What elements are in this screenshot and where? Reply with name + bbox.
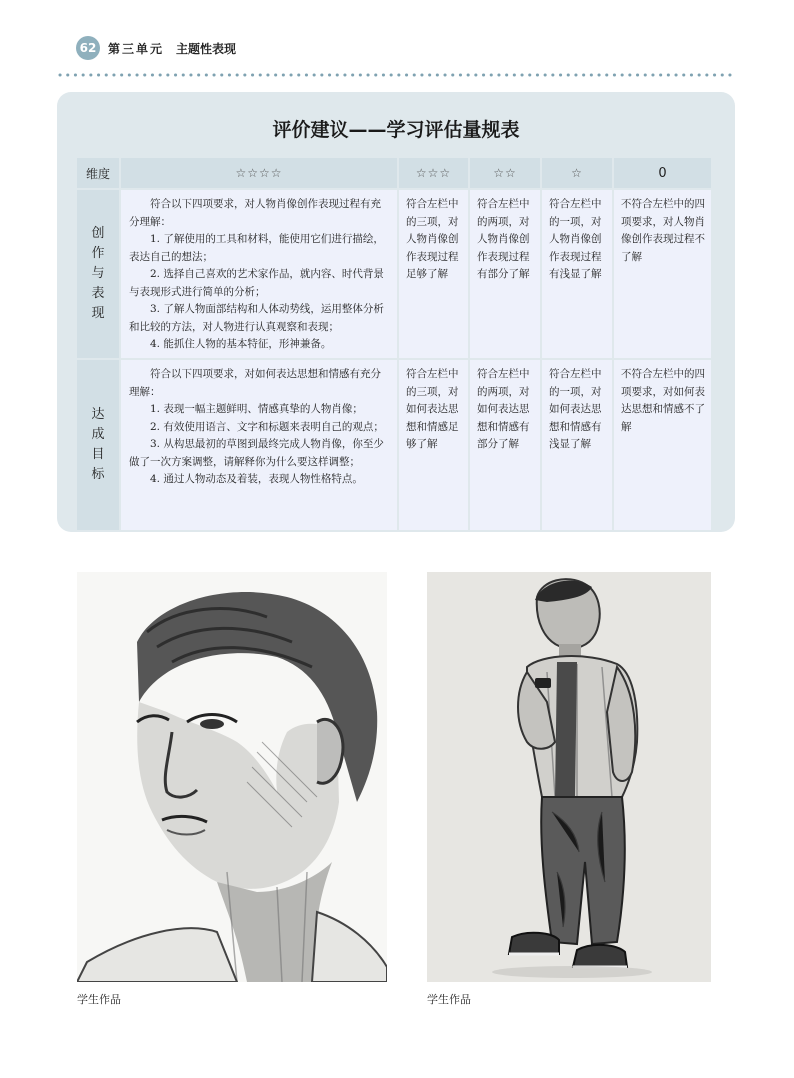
criteria-item: 2. 有效使用语言、文字和标题来表明自己的观点；: [150, 420, 384, 433]
level-text: 符合左栏中的一项，对人物肖像创作表现过程有浅显了解: [549, 198, 602, 280]
level-text: 符合左栏中的一项，对如何表达思想和情感有浅显了解: [549, 368, 602, 450]
level-cell-zero: [613, 189, 712, 359]
page-number-badge: 62: [76, 36, 100, 60]
caption-right: 学生作品: [427, 993, 471, 1006]
level-text: 符合左栏中的三项，对如何表达思想和情感足够了解: [406, 368, 459, 450]
level-cell-one-star: [541, 189, 613, 359]
criteria-intro: 符合以下四项要求，对如何表达思想和情感有充分理解：: [129, 368, 381, 398]
dimension-cell: [76, 359, 120, 531]
star-rating-label: ☆: [571, 166, 583, 180]
criteria-item: 4. 通过人物动态及着装，表现人物性格特点。: [150, 473, 363, 485]
column-header-zero: 0: [613, 157, 712, 189]
level-text: 不符合左栏中的四项要求，对人物肖像创作表现过程不了解: [621, 198, 705, 263]
criteria-intro: 符合以下四项要求，对人物肖像创作表现过程有充分理解：: [129, 198, 381, 228]
dimension-cell: [76, 189, 120, 359]
dimension-label: 达成目标: [91, 407, 105, 482]
dotted-divider: [58, 73, 738, 77]
level-cell-three-stars: [398, 359, 469, 531]
level-text: 符合左栏中的两项，对人物肖像创作表现过程有部分了解: [477, 198, 530, 280]
criteria-item: 2. 选择自己喜欢的艺术家作品，就内容、时代背景与表现形式进行简单的分析；: [129, 268, 384, 298]
rubric-panel: [57, 92, 735, 532]
column-header-three-stars: [398, 157, 469, 189]
level-cell-two-stars: [469, 359, 541, 531]
column-header-four-stars: [120, 157, 398, 189]
level-text: 符合左栏中的两项，对如何表达思想和情感有部分了解: [477, 368, 530, 450]
rubric-table: [75, 156, 713, 532]
criteria-cell: [120, 189, 398, 359]
panel-title: 评价建议——学习评估量规表: [272, 119, 520, 141]
topic-label: 主题性表现: [176, 41, 237, 56]
level-text: 符合左栏中的三项，对人物肖像创作表现过程足够了解: [406, 198, 459, 280]
portrait-sketch-image: [77, 572, 387, 982]
page-header: [76, 36, 236, 60]
star-rating-label: ☆☆: [493, 166, 517, 180]
caption-left: 学生作品: [77, 993, 121, 1006]
table-header-row: [76, 157, 712, 189]
column-header-two-stars: [469, 157, 541, 189]
criteria-item: 4. 能抓住人物的基本特征，形神兼备。: [150, 338, 332, 350]
level-cell-two-stars: [469, 189, 541, 359]
level-cell-zero: [613, 359, 712, 531]
criteria-item: 3. 了解人物面部结构和人体动势线，运用整体分析和比较的方法，对人物进行认真观察和表现；: [129, 303, 384, 333]
table-row: [76, 189, 712, 359]
criteria-item: 1. 表现一幅主题鲜明、情感真挚的人物肖像；: [150, 403, 363, 415]
column-header-one-star: [541, 157, 613, 189]
standing-figure-sketch-image: [427, 572, 711, 982]
criteria-cell: [120, 359, 398, 531]
criteria-item: 1. 了解使用的工具和材料，能使用它们进行描绘，表达自己的想法；: [129, 233, 384, 263]
star-rating-label: ☆☆☆☆: [235, 166, 283, 180]
dimension-label: 创作与表现: [91, 226, 105, 321]
table-row: [76, 359, 712, 531]
level-cell-three-stars: [398, 189, 469, 359]
level-cell-one-star: [541, 359, 613, 531]
level-text: 不符合左栏中的四项要求，对如何表达思想和情感不了解: [621, 368, 705, 433]
star-rating-label: ☆☆☆: [415, 166, 452, 180]
unit-label: 第三单元: [108, 41, 165, 56]
column-header-dimension: 维度: [76, 157, 120, 189]
criteria-item: 3. 从构思最初的草图到最终完成人物肖像，你至少做了一次方案调整，请解释你为什么要这样调整；: [129, 438, 384, 468]
